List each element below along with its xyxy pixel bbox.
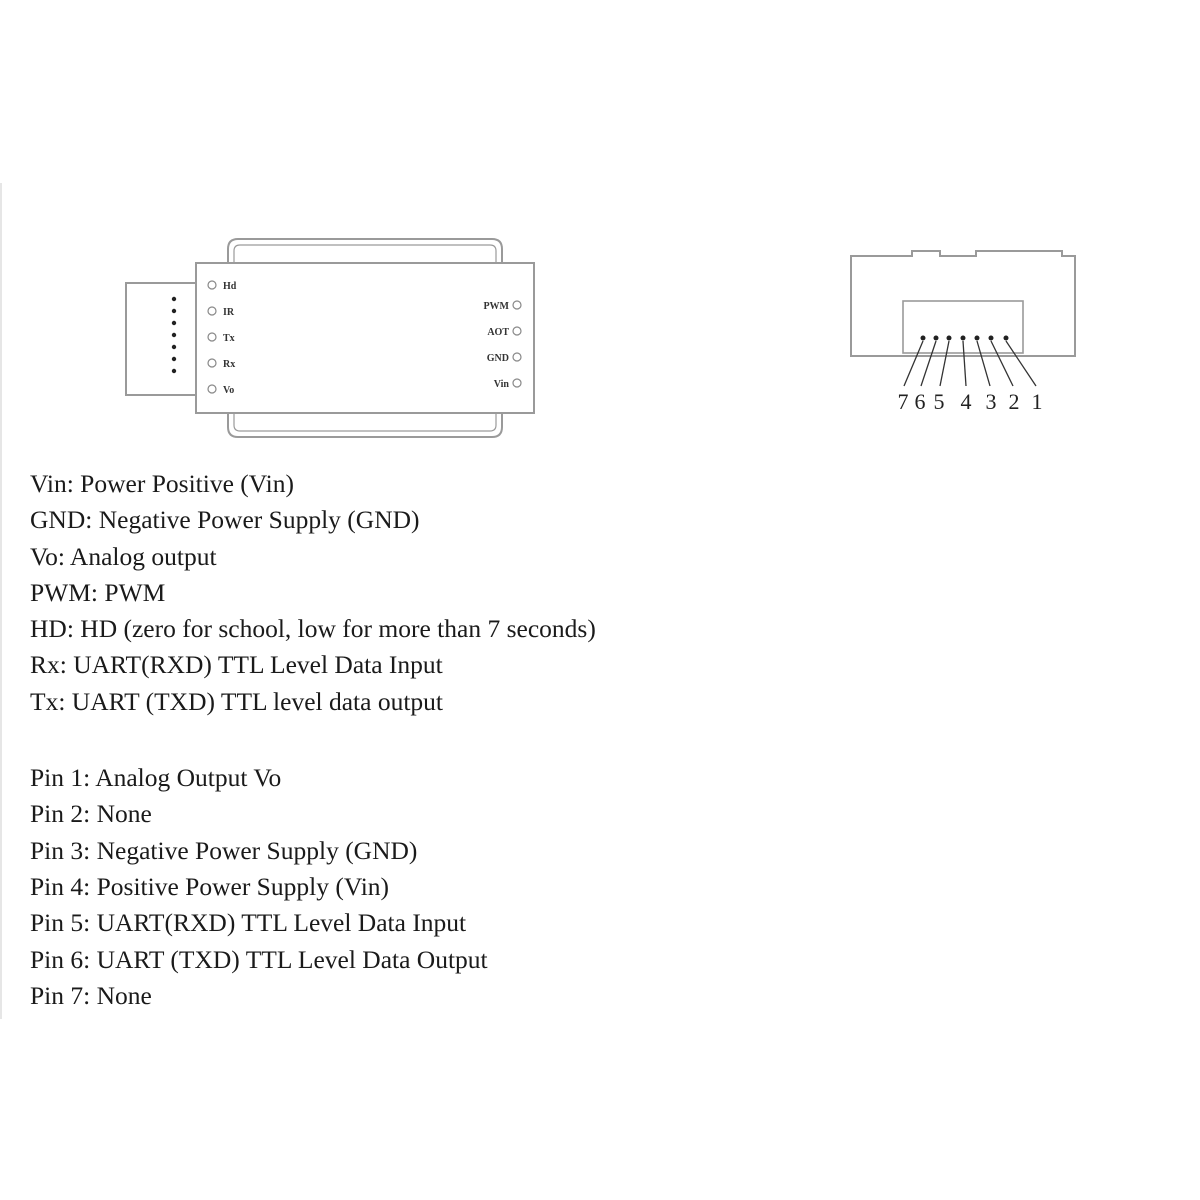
desc-vo: Vo: Analog output	[30, 541, 217, 571]
connector-pin-5: Pin 5: UART(RXD) TTL Level Data Input	[30, 908, 467, 938]
desc-hd: HD: HD (zero for school, low for more than 7 seconds)	[30, 614, 596, 644]
pin-hole-hd	[208, 281, 216, 289]
connector-pin-number-1: 1	[1031, 389, 1043, 414]
connector-pin-3: Pin 3: Negative Power Supply (GND)	[30, 835, 418, 865]
pin-hole-tx	[208, 333, 216, 341]
connector-pins	[898, 336, 1043, 415]
connector-pin-7: Pin 7: None	[30, 980, 152, 1010]
pin-hole-pwm	[513, 301, 521, 309]
connector-pin-number-3: 3	[985, 389, 997, 414]
diagrams-area	[0, 183, 1200, 463]
connector-pin-number-2: 2	[1008, 389, 1020, 414]
pin-hole-rx	[208, 359, 216, 367]
module-diagram-svg	[0, 183, 1200, 463]
desc-pwm: PWM: PWM	[30, 577, 166, 607]
connector-pin-number-7: 7	[897, 389, 909, 414]
pin-hole-vo	[208, 385, 216, 393]
connector-pin-2: Pin 2: None	[30, 799, 152, 829]
module-connector-dots	[172, 297, 176, 373]
pin-label-ir: IR	[223, 307, 235, 318]
module-right-pins	[483, 301, 521, 390]
pin-label-pwm: PWM	[483, 301, 509, 312]
module-left-pins	[208, 281, 237, 396]
desc-gnd: GND: Negative Power Supply (GND)	[30, 505, 420, 535]
pin-label-vo: Vo	[223, 385, 235, 396]
connector-pin-number-6: 6	[914, 389, 926, 414]
pin-hole-aot	[513, 327, 521, 335]
connector-pin-6: Pin 6: UART (TXD) TTL Level Data Output	[30, 944, 488, 974]
pin-hole-gnd	[513, 353, 521, 361]
section-spacer	[30, 720, 1180, 760]
connector-pin-number-5: 5	[933, 389, 945, 414]
pin-label-rx: Rx	[223, 359, 236, 370]
connector-pin-1: Pin 1: Analog Output Vo	[30, 763, 282, 793]
connector-pin-number-4: 4	[960, 389, 972, 414]
desc-rx: Rx: UART(RXD) TTL Level Data Input	[30, 650, 443, 680]
pin-description-text	[30, 466, 1180, 1014]
pin-label-hd: Hd	[223, 281, 237, 292]
pin-label-gnd: GND	[486, 353, 509, 364]
connector-pin-4: Pin 4: Positive Power Supply (Vin)	[30, 871, 390, 901]
desc-tx: Tx: UART (TXD) TTL level data output	[30, 686, 443, 716]
pin-hole-ir	[208, 307, 216, 315]
pin-hole-vin	[513, 379, 521, 387]
pin-label-aot: AOT	[487, 327, 509, 338]
desc-vin: Vin: Power Positive (Vin)	[30, 469, 294, 498]
pin-label-vin: Vin	[493, 379, 509, 390]
pin-label-tx: Tx	[223, 333, 235, 344]
module-diagram	[126, 239, 534, 437]
